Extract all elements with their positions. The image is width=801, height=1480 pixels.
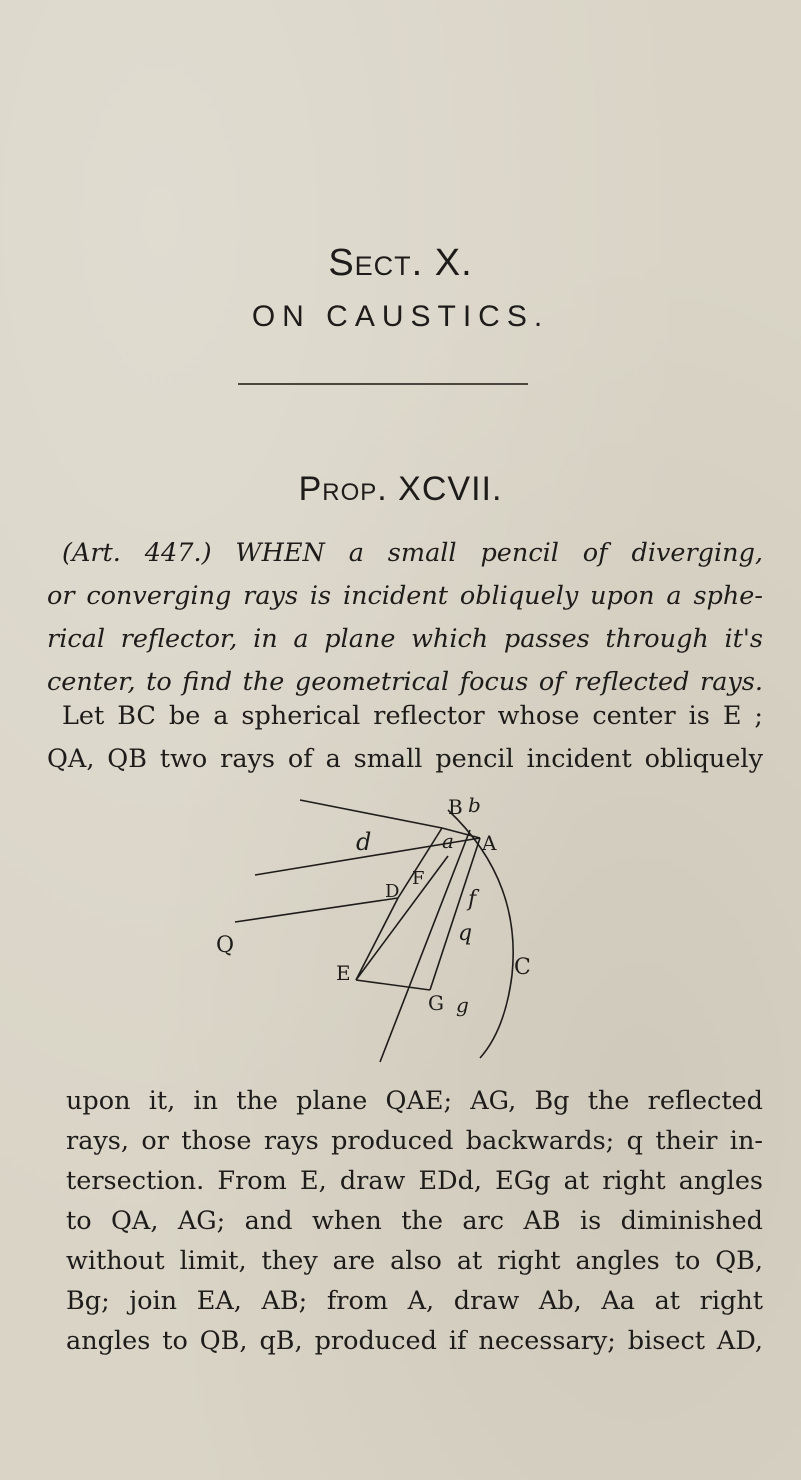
label-F: F	[412, 868, 425, 889]
ray-line	[235, 898, 398, 922]
ray-line	[356, 980, 430, 990]
label-A: A	[482, 831, 497, 855]
ray-line	[356, 898, 398, 980]
text-line: QA, QB two rays of a small pencil incident obliquely	[47, 744, 763, 774]
construction-paragraph-start	[47, 695, 763, 781]
section-heading: Sect. X.	[328, 242, 473, 284]
text-line: to QA, AG; and when the arc AB is diminished	[66, 1206, 763, 1236]
text-line: angles to QB, qB, produced if necessary; bisect AD,	[66, 1326, 763, 1356]
heading-rule	[238, 383, 528, 385]
chapter-title: ON CAUSTICS.	[251, 300, 550, 333]
label-B: B	[448, 795, 463, 819]
label-E: E	[336, 961, 351, 985]
label-f: f	[468, 887, 477, 912]
ray-line	[380, 830, 473, 1062]
text-line: without limit, they are also at right angles to QB,	[66, 1246, 763, 1276]
label-d: d	[356, 828, 372, 856]
label-G: G	[428, 991, 444, 1015]
label-D: D	[385, 881, 400, 902]
text-line: Bg; join EA, AB; from A, draw Ab, Aa at right	[66, 1286, 763, 1316]
text-line: rays, or those rays produced backwards; q their in-	[66, 1126, 763, 1156]
label-Q: Q	[216, 933, 235, 958]
caustic-diagram	[180, 790, 640, 1072]
label-b: b	[468, 793, 481, 817]
text-line: center, to find the geometrical focus of reflected rays.	[47, 667, 763, 697]
label-q: q	[458, 921, 473, 946]
label-C: C	[514, 955, 531, 980]
text-line: Let BC be a spherical reflector whose center is E ;	[62, 701, 763, 731]
ray-line	[356, 856, 448, 980]
text-line: tersection. From E, draw EDd, EGg at right angles	[66, 1166, 763, 1196]
ray-line	[300, 800, 442, 828]
text-line: (Art. 447.) WHEN a small pencil of diverging,	[62, 538, 763, 568]
proposition-statement	[47, 532, 763, 704]
construction-paragraph-continued	[66, 1081, 763, 1361]
text-line: rical reflector, in a plane which passes through it's	[47, 624, 763, 654]
proposition-heading: Prop. XCVII.	[298, 470, 503, 508]
text-line: or converging rays is incident obliquely upon a sphe-	[47, 581, 763, 611]
label-g: g	[456, 993, 469, 1017]
text-line: upon it, in the plane QAE; AG, Bg the reflected	[66, 1086, 763, 1116]
label-a: a	[442, 829, 454, 853]
